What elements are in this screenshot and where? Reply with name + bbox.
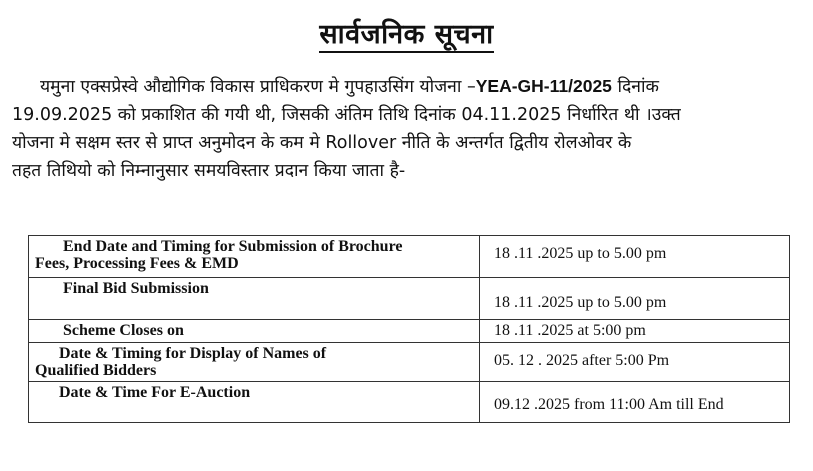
- notice-title: [0, 14, 813, 51]
- schedule-label: [29, 320, 480, 343]
- paragraph-line-2: 19.09.2025 को प्रकाशित की गयी थी, जिसकी अंतिम तिथि दिनांक 04.11.2025 निर्धारित थी ।उक्त: [12, 105, 681, 125]
- schedule-value: [480, 382, 790, 423]
- table-row: [29, 382, 790, 423]
- table-row: [29, 343, 790, 382]
- schedule-value-text: 09.12 .2025 from 11:00 Am till End: [494, 396, 724, 413]
- schedule-value-text: 18 .11 .2025 up to 5.00 pm: [494, 245, 667, 262]
- schedule-label-line: Date & Time For E-Auction: [59, 384, 251, 401]
- schedule-label: [29, 236, 480, 278]
- schedule-value: [480, 320, 790, 343]
- schedule-label-line: Qualified Bidders: [35, 362, 157, 379]
- schedule-value-text: 18 .11 .2025 at 5:00 pm: [494, 322, 646, 339]
- paragraph-line-3: योजना मे सक्षम स्तर से प्राप्त अनुमोदन के कम मे Rollover नीति के अन्तर्गत द्वितीय रोलओवर के: [12, 133, 632, 153]
- schedule-value-text: 18 .11 .2025 up to 5.00 pm: [494, 294, 667, 311]
- schedule-label-line: Fees, Processing Fees & EMD: [35, 255, 239, 272]
- schedule-label: [29, 343, 480, 382]
- schedule-value: [480, 236, 790, 278]
- table-row: [29, 320, 790, 343]
- schedule-label: [29, 278, 480, 320]
- schedule-value: [480, 343, 790, 382]
- schedule-label-line: Final Bid Submission: [63, 280, 209, 297]
- table-row: [29, 236, 790, 278]
- paragraph-line-1: यमुना एक्सप्रेस्वे औद्योगिक विकास प्राधिकरण मे गुपहाउसिंग योजना –YEA-GH-11/2025 दिनांक: [40, 76, 659, 97]
- notice-title-text: सार्वजनिक सूचना: [319, 19, 493, 53]
- scheme-code: YEA-GH-11/2025: [475, 76, 612, 96]
- paragraph-line-4: तहत तिथियो को निम्नानुसार समयविस्तार प्रदान किया जाता है-: [12, 161, 406, 181]
- schedule-table: [28, 235, 790, 423]
- table-row: [29, 278, 790, 320]
- paragraph-line-1-end: दिनांक: [611, 77, 659, 97]
- schedule-label: [29, 382, 480, 423]
- notice-paragraph: [12, 72, 802, 185]
- paragraph-line-1-text: यमुना एक्सप्रेस्वे औद्योगिक विकास प्राधिकरण मे गुपहाउसिंग योजना: [40, 77, 467, 97]
- schedule-label-line: Date & Timing for Display of Names of: [59, 345, 327, 362]
- schedule-value: [480, 278, 790, 320]
- schedule-value-text: 05. 12 . 2025 after 5:00 Pm: [494, 352, 670, 369]
- schedule-label-line: End Date and Timing for Submission of Brochure: [63, 238, 403, 255]
- schedule-label-line: Scheme Closes on: [63, 322, 184, 339]
